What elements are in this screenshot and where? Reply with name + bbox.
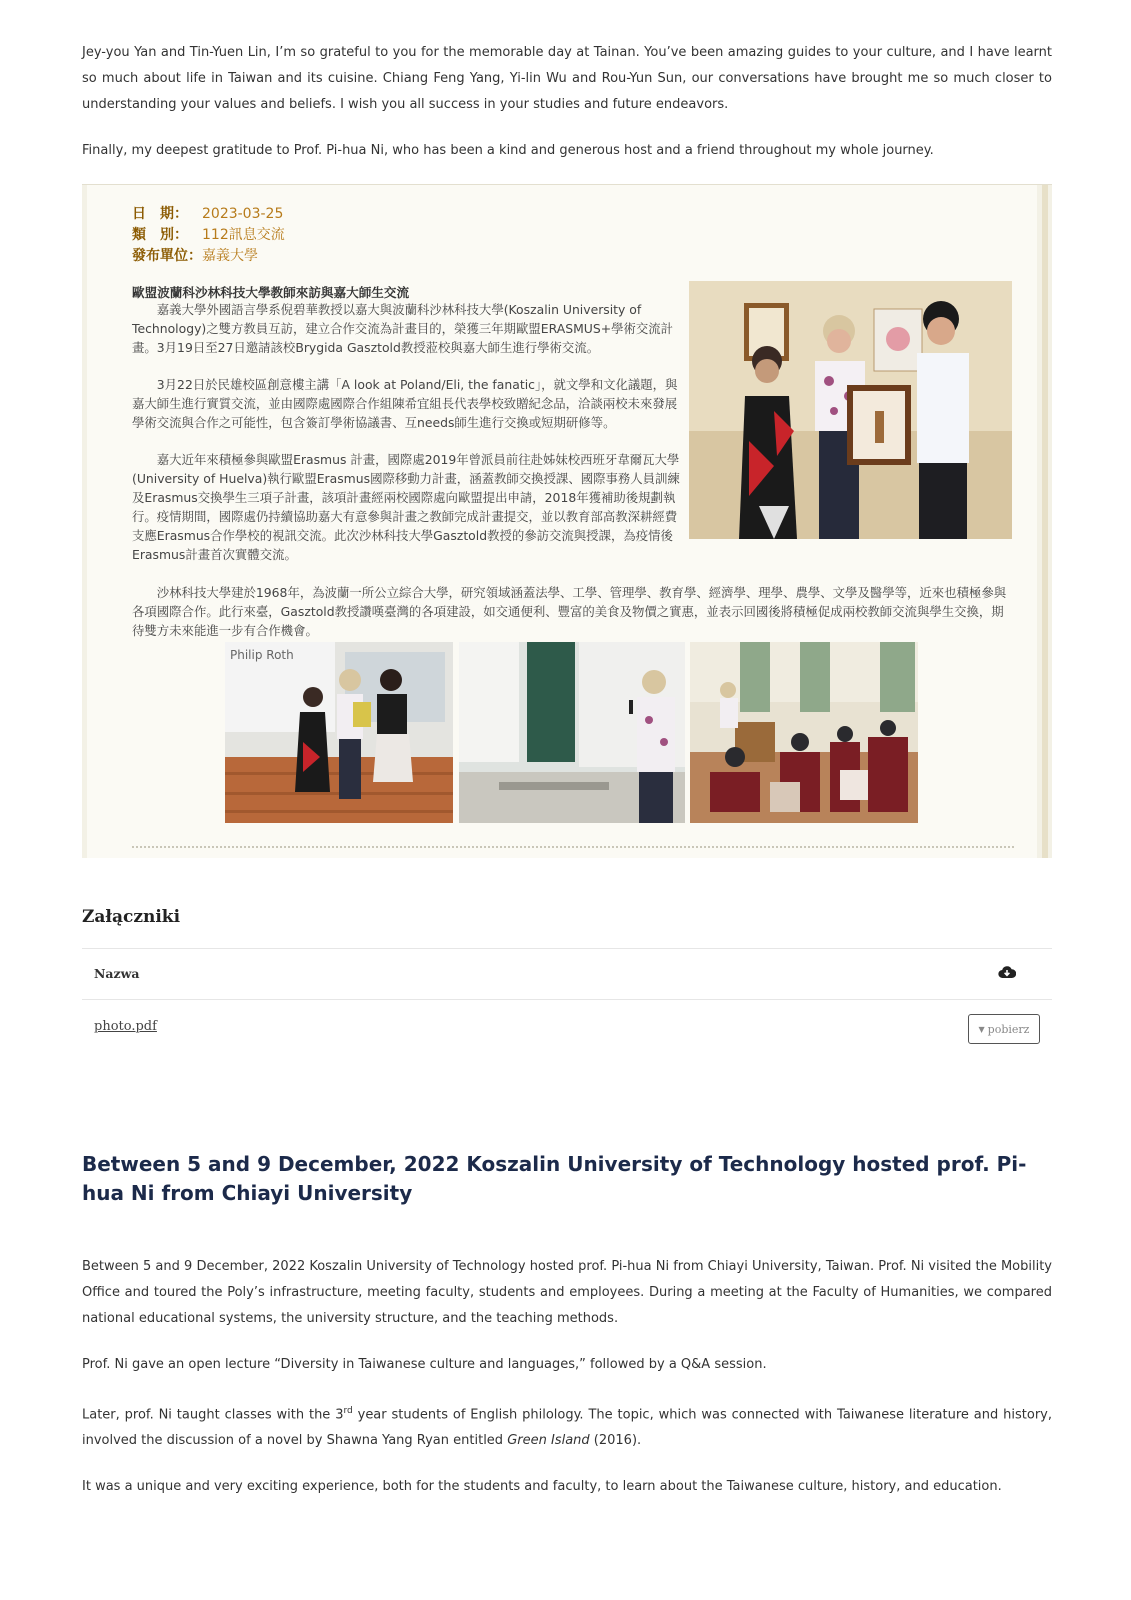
news-paragraph-3: 嘉大近年來積極參與歐盟Erasmus 計畫，國際處2019年曾派員前往赴姊妹校西班牙韋爾瓦大學(University of Huelva)執行歐盟Erasmus國際移動力計畫，涵蓋教師交換授課、國際事務人員訓練及Erasmus交換學生三項子計畫，該項計畫經兩校國際處向歐盟提出申請，2018年獲補助後規劃執行。疫情期間，國際處仍持續協助嘉大有意參與計畫之教師完成計畫提交，並以教育部高教深耕經費支應Erasmus合作學校的視訊交流。此次沙林科技大學Gasztold教授的參訪交流與授課，為疫情後Erasmus計畫首次實體交流。 <box>132 452 680 562</box>
news-screenshot <box>82 184 1052 858</box>
column-header-name: Nazwa <box>94 966 140 981</box>
category-key: 類 別： <box>132 227 188 243</box>
news-meta <box>132 203 285 266</box>
article-p3-part-b: year students of English philology. The topic, which was connected with Taiwanese literature and history, involved the discussion of a novel by Shawna Yang Ryan entitled <box>82 1407 1052 1449</box>
photo-lecture-audience <box>690 642 918 823</box>
cloud-download-icon <box>998 965 1016 979</box>
photo-lecture-speaker <box>459 642 685 823</box>
article-p3-part-c: (2016). <box>589 1433 642 1449</box>
news-paragraph-2: 3月22日於民雄校區創意樓主講「A look at Poland/Eli, the fanatic」，就文學和文化議題，與嘉大師生進行實質交流，並由國際處國際合作組陳希宜組長代表學校致贈紀念品，洽談兩校未來發展學術交流與合作之可能性，包含簽訂學術協議書、互needs師生進行交換或短期研修等。 <box>132 377 678 430</box>
news-divider <box>132 846 1014 848</box>
attachment-row <box>82 999 1052 1055</box>
attachment-file-link[interactable]: photo.pdf <box>94 1019 157 1034</box>
news-title: 歐盟波蘭科沙林科技大學教師來訪與嘉大師生交流 <box>132 285 410 300</box>
article-paragraph-2: Prof. Ni gave an open lecture “Diversity in Taiwanese culture and languages,” followed by a Q&A session. <box>82 1357 767 1372</box>
photo-gift-presentation <box>689 281 1012 539</box>
article-body <box>82 1254 1052 1500</box>
book-title: Green Island <box>507 1433 590 1449</box>
article-paragraph-1: Between 5 and 9 December, 2022 Koszalin University of Technology hosted prof. Pi-hua Ni from Chiayi University, Taiwan. Prof. Ni visited the Mobility Office and toured the Poly’s infrastructure, meeting faculty, students and employees. During a meeting at the Faculty of Humanities, we compared national educational systems, the university structure, and the teaching methods. <box>82 1259 1052 1326</box>
publisher-key: 發布單位： <box>132 248 202 264</box>
article-title: Between 5 and 9 December, 2022 Koszalin University of Technology hosted prof. Pi-hua Ni from Chiayi University <box>82 1152 1027 1205</box>
article-paragraph-4: It was a unique and very exciting experience, both for the students and faculty, to learn about the Taiwanese culture, history, and education. <box>82 1479 1002 1495</box>
photo-slide-text: Philip Roth <box>230 648 294 662</box>
article-p3-superscript: rd <box>343 1406 353 1416</box>
news-paragraph-4: 沙林科技大學建於1968年，為波蘭一所公立綜合大學，研究領域涵蓋法學、工學、管理學、教育學、經濟學、理學、農學、文學及醫學等，近來也積極參與各項國際合作。此行來臺，Gasztold教授讚嘆臺灣的各項建設，如交通便利、豐富的美食及物價之實惠，並表示回國後將積極促成兩校教師交流與學生交換，期待雙方未來能進一步有合作機會。 <box>132 585 1007 638</box>
date-key: 日 期： <box>132 206 188 222</box>
news-paragraph-1: 嘉義大學外國語言學系倪碧華教授以嘉大與波蘭科沙林科技大學(Koszalin University of Technology)之雙方教員互訪，建立合作交流為計畫目的，榮獲三年期歐盟ERASMUS+學術交流計畫。3月19日至27日邀請該校Brygida Gasztold教授蒞校與嘉大師生進行學術交流。 <box>132 302 674 355</box>
attachments-table <box>82 948 1052 1055</box>
date-value: 2023-03-25 <box>202 206 284 222</box>
intro-paragraph-1: Jey-you Yan and Tin-Yuen Lin, I’m so grateful to you for the memorable day at Tainan. You’ve been amazing guides to your culture, and I have learnt so much about life in Taiwan and its cuisine. Chiang Feng Yang, Yi-lin Wu and Rou-Yun Sun, our conversations have brought me so much closer to understanding your values and beliefs. I wish you all success in your studies and future endeavors. <box>82 45 1052 112</box>
attachments-header-row <box>82 948 1052 999</box>
news-panel <box>87 185 1037 858</box>
download-button[interactable] <box>968 1014 1040 1044</box>
publisher-value: 嘉義大學 <box>202 248 258 264</box>
intro-section <box>82 40 1052 164</box>
intro-paragraph-2: Finally, my deepest gratitude to Prof. Pi-hua Ni, who has been a kind and generous host and a friend throughout my whole journey. <box>82 143 934 158</box>
article-paragraph-3 <box>82 1398 1052 1454</box>
attachments-heading: Załączniki <box>82 907 181 927</box>
caret-down-icon: ▼ <box>978 1024 985 1034</box>
category-value: 112訊息交流 <box>202 227 285 243</box>
download-label: pobierz <box>987 1022 1030 1036</box>
article-p3-part-a: Later, prof. Ni taught classes with the 3 <box>82 1407 344 1423</box>
photo-group-with-gift <box>225 642 453 823</box>
panel-border <box>1042 185 1048 858</box>
